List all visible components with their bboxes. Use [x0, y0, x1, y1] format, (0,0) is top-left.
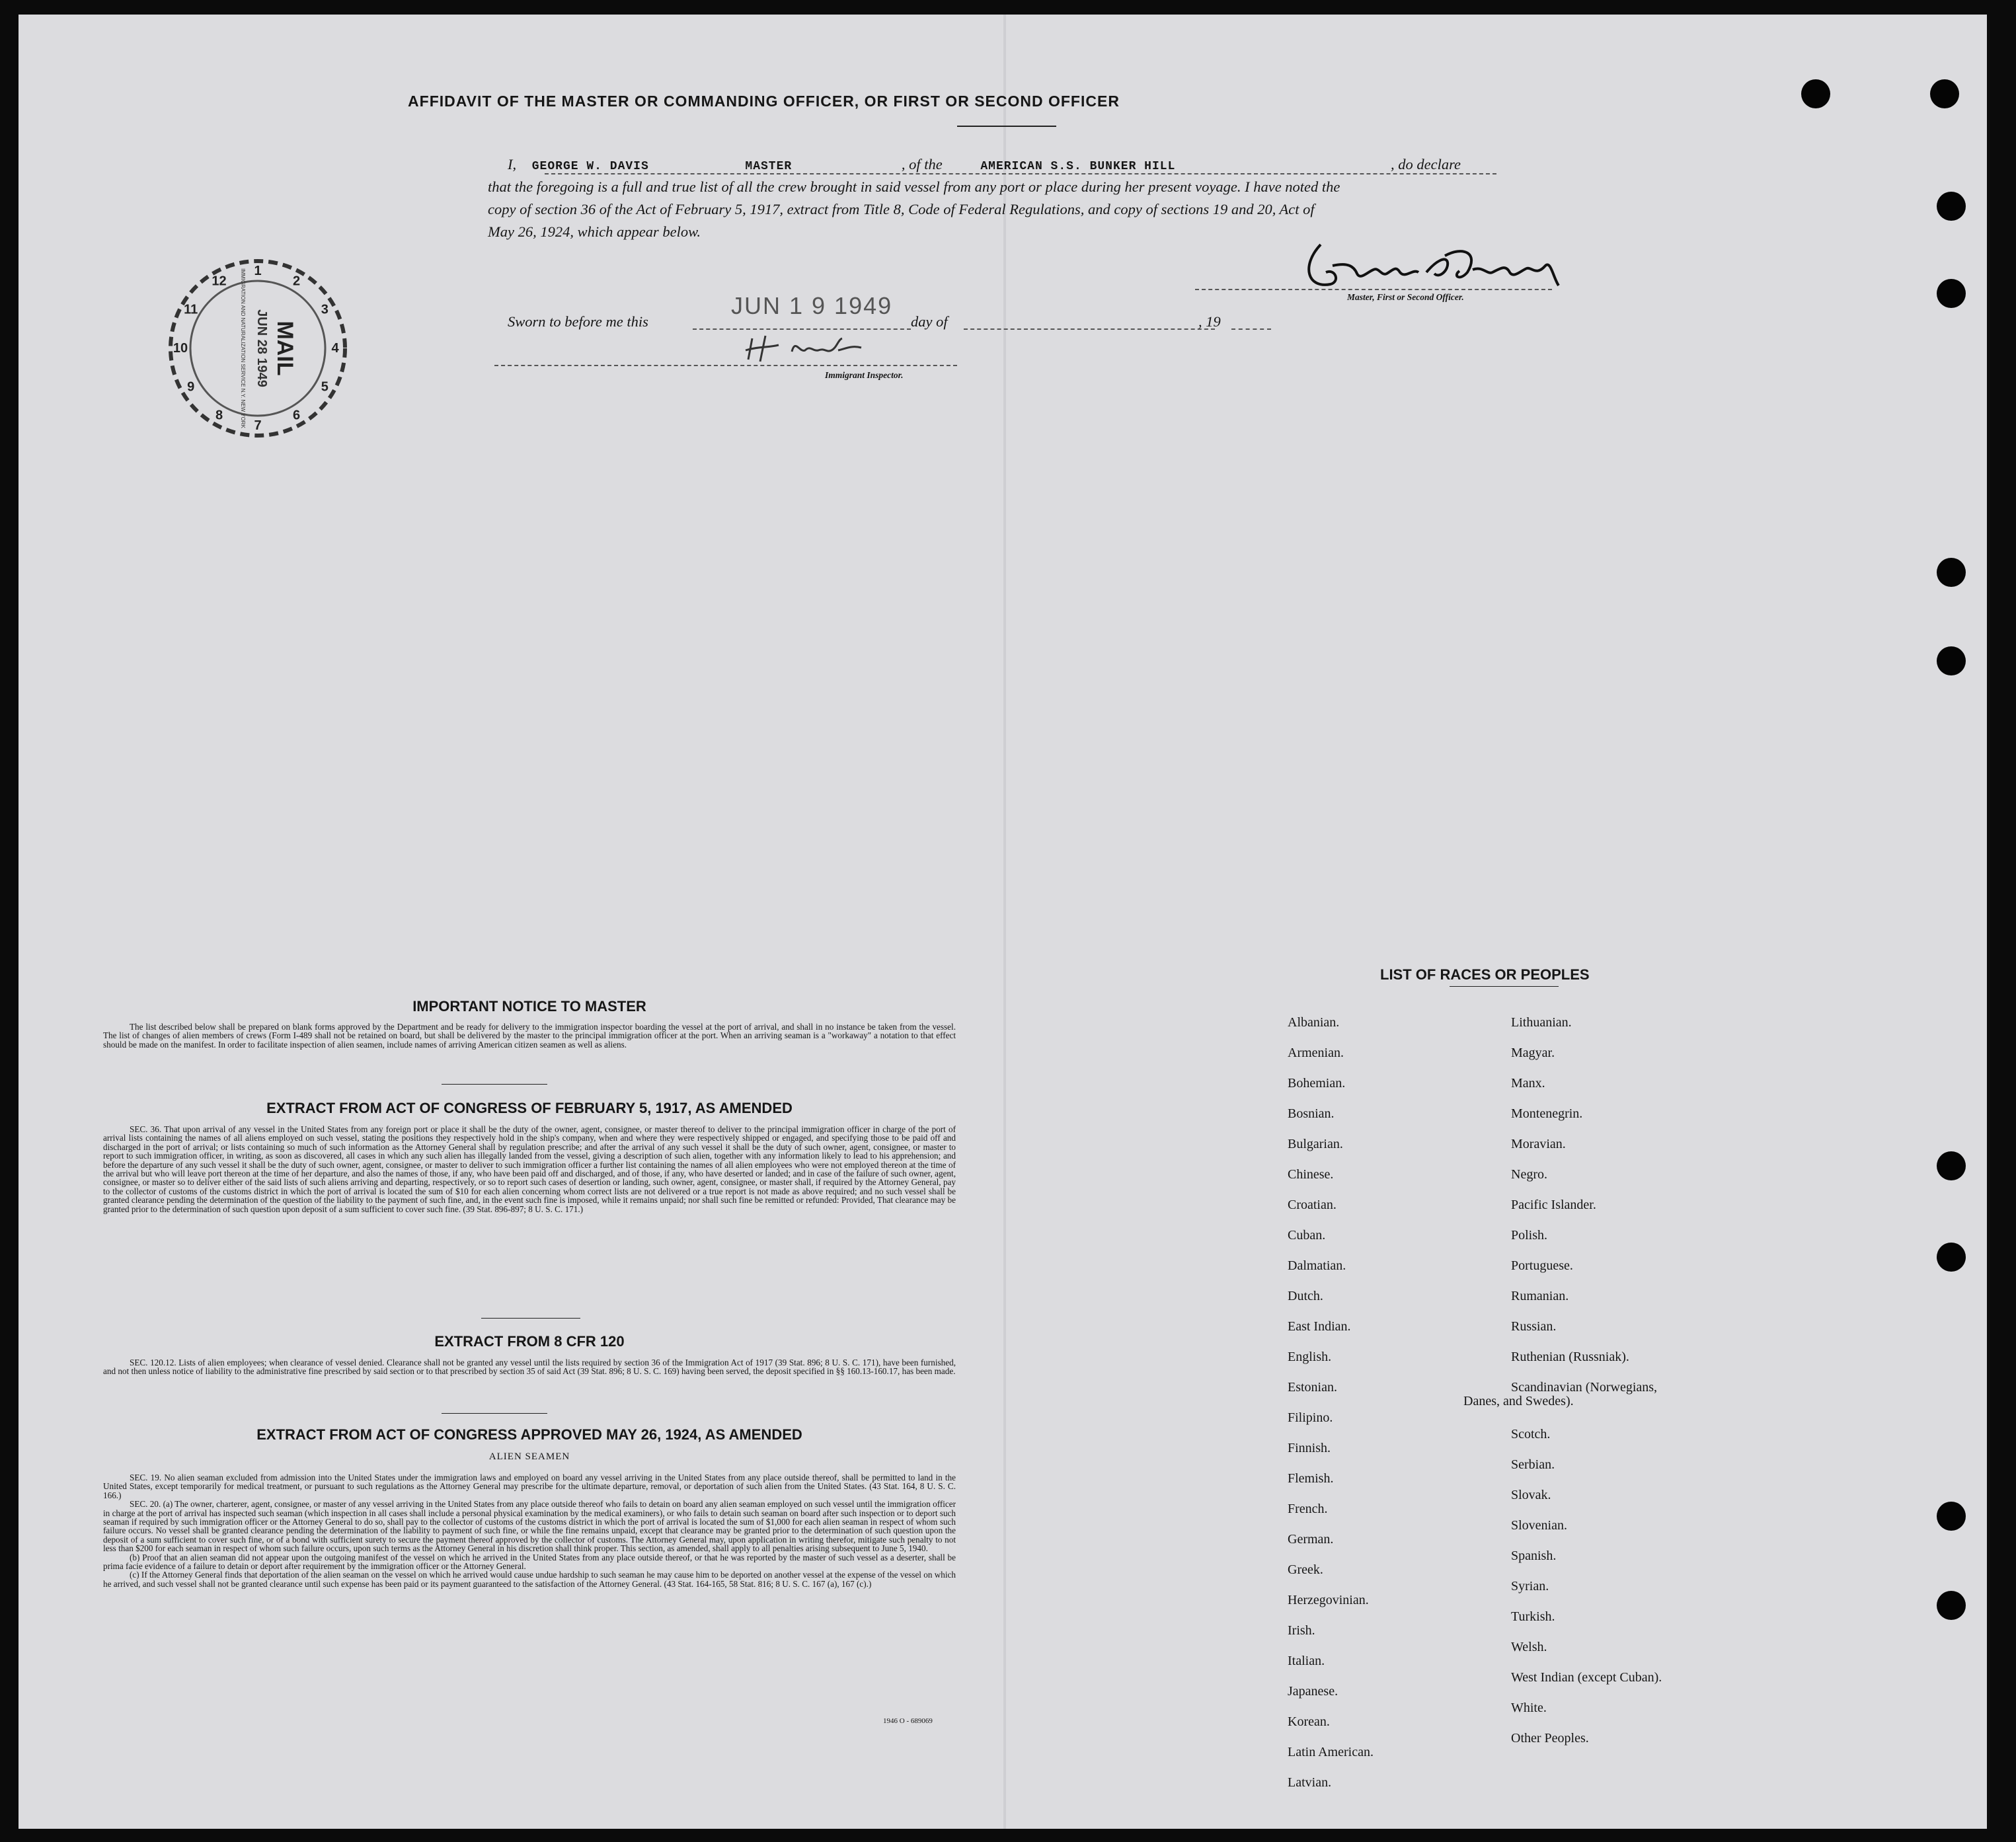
affidavit-line-4: May 26, 1924, which appear below. [488, 223, 701, 240]
race-item: Scotch. [1511, 1427, 1551, 1442]
divider [1450, 986, 1559, 987]
race-item: Finnish. [1288, 1441, 1331, 1455]
punch-hole [1937, 192, 1966, 221]
title-rule [957, 126, 1056, 127]
punch-hole [1937, 1151, 1966, 1180]
section-120-text: SEC. 120.12. Lists of alien employees; when clearance of vessel denied. Clearance shall not be granted any vessel until the lists required by section 36 of the Immigration Act of 1917 (39 Stat. 896; 8 U. S. C. 171), have been furnished, and not then unless notice of liability to the administrative fine prescribed by said section or to that prescribed by section 35 of said Act (39 Stat. 896; 8 U. S. C. 169) having been served, the deposit specified in §§ 160.13-160.17, has been made. [103, 1358, 956, 1377]
seal-number: 3 [321, 302, 329, 317]
seal-number: 6 [292, 408, 301, 423]
race-item: German. [1288, 1532, 1334, 1547]
sworn-date-stamp: JUN 1 9 1949 [731, 292, 893, 319]
punch-hole [1930, 79, 1959, 108]
inspector-caption: Immigrant Inspector. [825, 370, 904, 380]
race-item: Flemish. [1288, 1471, 1334, 1486]
seal-number: 12 [212, 274, 227, 289]
punch-hole [1937, 558, 1966, 587]
affidavit-line-2: that the foregoing is a full and true list of all the crew brought in said vessel from any port or place during her present voyage. I have noted the [488, 178, 1340, 195]
extract-1924-body [103, 1473, 956, 1588]
affidavit-line-3: copy of section 36 of the Act of February 5, 1917, extract from Title 8, Code of Federal Regulations, and copy of sections 19 and 20, Act of [488, 201, 1315, 217]
race-item: Irish. [1288, 1623, 1315, 1638]
punch-hole [1937, 1502, 1966, 1531]
race-item: Scandinavian (Norwegians, [1511, 1380, 1658, 1395]
race-item: Italian. [1288, 1654, 1325, 1668]
race-item: Syrian. [1511, 1579, 1549, 1594]
month-underline [964, 328, 1215, 330]
punch-hole [1937, 1591, 1966, 1620]
race-item: Dalmatian. [1288, 1258, 1346, 1273]
race-item: Manx. [1511, 1076, 1545, 1091]
master-caption: Master, First or Second Officer. [1347, 292, 1464, 302]
seal-number: 9 [187, 379, 195, 395]
race-item: Chinese. [1288, 1167, 1334, 1182]
year-underline [1231, 328, 1271, 330]
race-item: Other Peoples. [1511, 1731, 1589, 1746]
race-item: Polish. [1511, 1228, 1548, 1243]
race-item: Armenian. [1288, 1046, 1344, 1060]
section-36-text: SEC. 36. That upon arrival of any vessel in the United States from any foreign port or place it shall be the duty of the owner, agent, consignee, or master thereof to deliver to the principal immigration officer in charge of the port of arrival lists containing the names of all aliens employed on such vessel, stating the positions they respectively hold in the ship's company, when and where they were respectively shipped or engaged, and specifying those to be paid off and discharged in the port of arrival; or lists containing so much of such information as the Attorney General shall by regulation prescribe; and after the arrival of any such vessel it shall be the duty of such owner, agent, consignee, or master to report to such immigration officer, in writing, as soon as discovered, all cases in which any such alien has illegally landed from the vessel, giving a description of such alien, together with any information likely to lead to his apprehension; and before the departure of any such vessel it shall be the duty of such owner, agent, consignee, or master to deliver to such immigration officer a further list containing the names of all alien employees who were not employed thereon at the time of the arrival but who will leave port thereon at the time of her departure, and also the names of those, if any, who have been paid off and discharged, and of those, if any, who have deserted or landed; and in case of the failure of such owner, agent, consignee, or master so to deliver either of the said lists of such aliens arriving and departing, respectively, or so to report such cases of desertion or landing, such owner, agent, consignee, or master shall, if required by the Attorney General, pay to the collector of customs of the customs district in which the port of arrival is located the sum of $10 for each alien concerning whom correct lists are not delivered or a true report is not made as above required; and no such vessel shall be granted clearance pending the determination of the question of the liability to the payment of such fine, and, in the event such fine is imposed, while it remains unpaid; nor shall such fine be remitted or refunded: Provided, That clearance may be granted prior to the determination of such question upon deposit of a sum sufficient to cover such fine. (39 Stat. 896-897; 8 U. S. C. 171.) [103, 1124, 956, 1214]
seal-number: 4 [331, 341, 339, 356]
notice-title: IMPORTANT NOTICE TO MASTER [412, 998, 646, 1015]
race-item: Turkish. [1511, 1609, 1555, 1625]
race-item: Lithuanian. [1511, 1015, 1572, 1030]
section-19-text: SEC. 19. No alien seaman excluded from admission into the United States under the immigration laws and employed on board any vessel arriving in the United States from any place outside thereof, shall be permitted to land in the United States, except temporarily for medical treatment, or pursuant to such regulations as the Attorney General may prescribe for the ultimate departure, removal, or deportation of such alien from the United States. (43 Stat. 164, 8 U. S. C. 166.) [103, 1473, 956, 1500]
seal-mail-text: MAIL [272, 321, 297, 376]
seal-number: 8 [215, 408, 223, 423]
race-item: Moravian. [1511, 1137, 1566, 1151]
seal-agency-text: IMMIGRATION AND NATURALIZATION SERVICE N.Y. NEW YORK [240, 268, 246, 428]
affidavit-line-1 [508, 156, 1461, 173]
affidavit-title: AFFIDAVIT OF THE MASTER OR COMMANDING OFFICER, OR FIRST OR SECOND OFFICER [408, 93, 1120, 110]
seal-number: 11 [184, 302, 198, 317]
master-name: GEORGE W. DAVIS [531, 160, 649, 173]
section-20c-text: (c) If the Attorney General finds that deportation of the alien seaman on the vessel on which he arrived would cause undue hardship to such seaman he may cause him to be deported on another vessel at the expense of the vessel on which he arrived, and such vessel shall not be granted clearance until such expense has been paid or its payment guaranteed to the satisfaction of the Attorney General. (43 Stat. 164-165, 58 Stat. 816; 8 U. S. C. 167 (a), 167 (c).) [103, 1570, 956, 1589]
race-item: Filipino. [1288, 1410, 1333, 1425]
race-item: Slovenian. [1511, 1518, 1567, 1533]
print-code: 1946 O - 689069 [883, 1717, 933, 1725]
divider [442, 1413, 547, 1414]
race-item: Slovak. [1511, 1488, 1551, 1503]
inspector-signature-line [494, 365, 957, 366]
extract-1924-title: EXTRACT FROM ACT OF CONGRESS APPROVED MAY 26, 1924, AS AMENDED [256, 1426, 802, 1443]
race-item: Bohemian. [1288, 1076, 1346, 1091]
vessel-name: AMERICAN S.S. BUNKER HILL [980, 160, 1176, 173]
extract-cfr-body [103, 1358, 956, 1376]
alien-seamen-subtitle: ALIEN SEAMEN [488, 1451, 570, 1462]
seal-number: 7 [254, 418, 262, 433]
seal-number: 5 [321, 379, 329, 395]
day-of-text: day of [911, 313, 948, 330]
punch-hole [1937, 279, 1966, 308]
punch-hole [1801, 79, 1830, 108]
race-item: Danes, and Swedes). [1463, 1393, 1574, 1408]
seal-number: 1 [254, 264, 262, 278]
race-item: Russian. [1511, 1319, 1557, 1334]
race-item: Korean. [1288, 1714, 1330, 1729]
seal-number: 10 [173, 341, 188, 356]
do-declare-text: , do declare [1391, 156, 1461, 173]
race-item: Bulgarian. [1288, 1137, 1343, 1151]
master-rank: MASTER [745, 160, 793, 173]
race-item: Herzegovinian. [1288, 1593, 1369, 1607]
of-the-text: , of the [901, 156, 943, 173]
notice-text: The list described below shall be prepared on blank forms approved by the Department and be ready for delivery to the immigration inspector boarding the vessel at the port of arrival, and shall in no instance be taken from the vessel. The list of changes of alien members of crews (Form I-489 shall not be retained on board, but shall be delivered by the master to the principal immigration officer at the port. When an arriving seaman is a "workaway" a notation to that effect should be made on the manifest. In order to facilitate inspection of alien seamen, include names of arriving American citizen seamen as well as aliens. [103, 1022, 956, 1050]
race-item: Japanese. [1288, 1684, 1338, 1699]
seal-number: 2 [292, 274, 301, 289]
race-item: Pacific Islander. [1511, 1198, 1596, 1212]
race-item: Albanian. [1288, 1015, 1340, 1030]
section-20b-text: (b) Proof that an alien seaman did not appear upon the outgoing manifest of the vessel on which he arrived in the United States from any place outside thereof, or that he was reported by the master of such vessel as a deserter, shall be prima facie evidence of a failure to detain or deport after requirement by the immigration officer or the Attorney General. [103, 1552, 956, 1572]
master-signature-line [1195, 289, 1552, 290]
punch-hole [1937, 646, 1966, 675]
seal-date-text: JUN 28 1949 [254, 309, 269, 387]
race-item: Latin American. [1288, 1745, 1374, 1759]
sworn-prefix: Sworn to before me this [508, 313, 648, 330]
race-item: Greek. [1288, 1562, 1323, 1577]
race-item: Magyar. [1511, 1046, 1555, 1060]
immigration-seal [165, 256, 350, 441]
race-item: White. [1511, 1701, 1547, 1716]
race-item: Montenegrin. [1511, 1106, 1583, 1121]
race-item: Dutch. [1288, 1289, 1323, 1303]
race-item: Croatian. [1288, 1198, 1337, 1212]
race-item: Negro. [1511, 1167, 1547, 1182]
page-fold [1003, 15, 1006, 1829]
races-title: LIST OF RACES OR PEOPLES [1380, 966, 1590, 983]
race-item: Cuban. [1288, 1228, 1326, 1243]
race-item: Ruthenian (Russniak). [1511, 1350, 1629, 1364]
race-item: Estonian. [1288, 1380, 1337, 1395]
document-sheet [19, 15, 1987, 1829]
master-signature [1294, 226, 1578, 299]
punch-hole [1937, 1243, 1966, 1272]
race-item: Spanish. [1511, 1549, 1557, 1564]
race-item: Latvian. [1288, 1775, 1332, 1790]
race-item: English. [1288, 1350, 1332, 1364]
race-item: Bosnian. [1288, 1106, 1335, 1121]
race-item: East Indian. [1288, 1319, 1351, 1334]
year-prefix: , 19 [1198, 313, 1221, 330]
race-item: French. [1288, 1502, 1328, 1516]
affidavit-prefix: I, [508, 156, 517, 173]
section-20a-text: SEC. 20. (a) The owner, charterer, agent, consignee, or master of any vessel arriving in the United States from any place outside thereof who fails to detain on board any alien seaman employed on such vessel until the immigration officer in charge at the port of arrival has inspected such seaman (which inspection in all cases shall include a personal physical examination by the medical examiners), or who fails to detain such seaman on board after such inspection or to deport such seaman if required by such immigration officer or the Attorney General to do so, shall pay to the collector of customs of the customs district in which the port of arrival is located the sum of $1,000 for each alien seaman in respect of whom such failure occurs. No vessel shall be granted clearance pending the determination of the liability to payment of such fine, or while the fine remains unpaid, except that clearance may be granted prior to the determination of such question upon the deposit of a sum sufficient to cover such fine, or of a bond with sufficient surety to secure the payment thereof approved by the collector of customs. The Attorney General may, upon application in writing therefor, mitigate such penalty to not less than $200 for each seaman in respect of whom such failure occurs, upon such terms as the Attorney General in his discretion shall think proper. This section, as amended, shall apply to all penalties arising subsequent to June 5, 1940. [103, 1499, 956, 1554]
race-item: West Indian (except Cuban). [1511, 1670, 1662, 1685]
race-item: Welsh. [1511, 1640, 1547, 1655]
name-underline [545, 173, 1496, 174]
extract-1917-title: EXTRACT FROM ACT OF CONGRESS OF FEBRUARY 5, 1917, AS AMENDED [266, 1100, 793, 1116]
notice-body [103, 1022, 956, 1049]
extract-cfr-title: EXTRACT FROM 8 CFR 120 [434, 1333, 625, 1350]
divider [442, 1084, 547, 1085]
race-item: Rumanian. [1511, 1289, 1569, 1303]
divider [481, 1318, 580, 1319]
race-item: Serbian. [1511, 1457, 1555, 1473]
race-item: Portuguese. [1511, 1258, 1573, 1273]
extract-1917-body [103, 1125, 956, 1213]
